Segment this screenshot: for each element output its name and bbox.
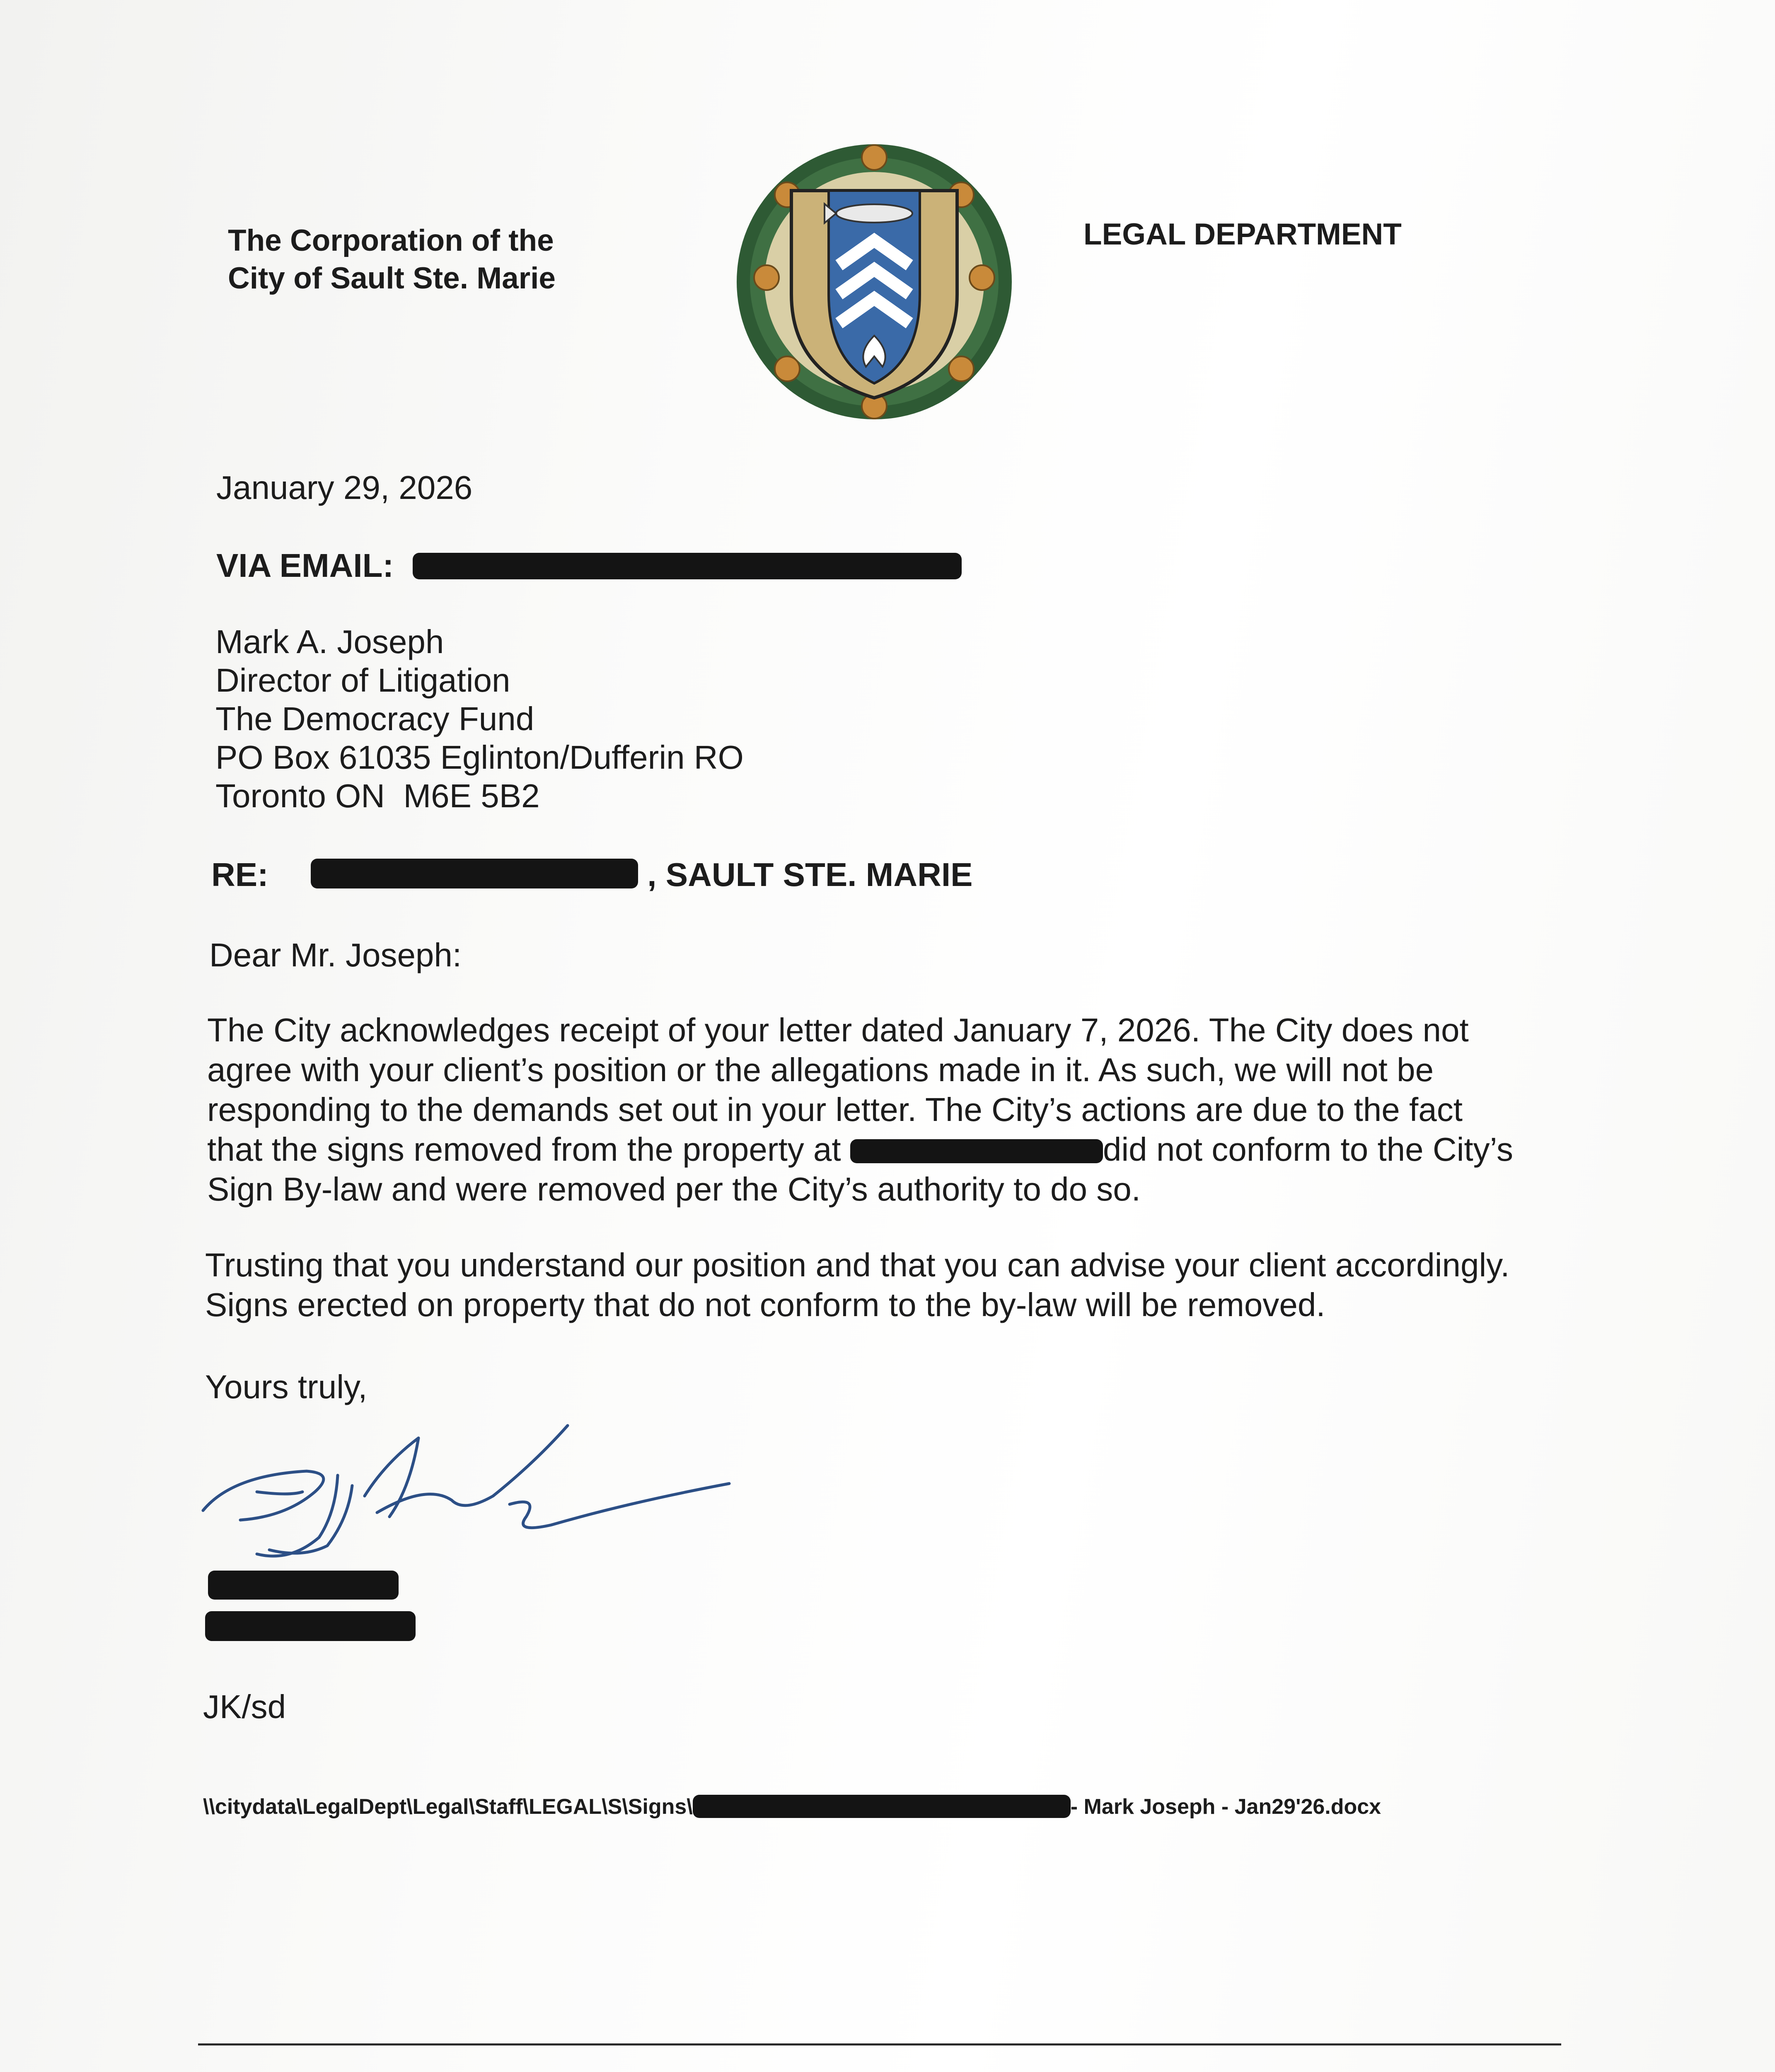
body-paragraph-2 [205, 1245, 1510, 1325]
file-path-suffix: - Mark Joseph - Jan29'26.docx [1070, 1795, 1381, 1819]
paragraph-1-line-1: The City acknowledges receipt of your letter dated January 7, 2026. The City does not [207, 1012, 1469, 1048]
corporation-name [228, 222, 556, 297]
department-name: LEGAL DEPARTMENT [1083, 218, 1402, 251]
paragraph-1-line-4-start: that the signs removed from the property at [207, 1131, 850, 1168]
re-city: , SAULT STE. MARIE [647, 856, 973, 893]
re-line [211, 855, 972, 894]
paragraph-2-line-2: Signs erected on property that do not conform to the by-law will be removed. [205, 1286, 1325, 1323]
paragraph-1-line-4-end: did not conform to the City’s [1103, 1131, 1513, 1168]
via-email-line [216, 546, 962, 585]
corporation-line-2: City of Sault Ste. Marie [228, 261, 556, 295]
body-paragraph-1 [207, 1010, 1513, 1209]
handwritten-signature [195, 1413, 746, 1562]
paragraph-1-line-2: agree with your client’s position or the allegations made in it. As such, we will not be [207, 1051, 1434, 1088]
file-path-line [203, 1794, 1381, 1819]
reference-initials: JK/sd [203, 1688, 286, 1725]
recipient-address-line-1: PO Box 61035 Eglinton/Dufferin RO [215, 739, 744, 776]
closing: Yours truly, [205, 1368, 368, 1405]
redacted-file-name [693, 1795, 1071, 1818]
file-path-prefix: \\citydata\LegalDept\Legal\Staff\LEGAL\S\Signs\ [203, 1795, 693, 1819]
redacted-signatory-name [208, 1571, 399, 1600]
recipient-name: Mark A. Joseph [215, 623, 444, 660]
re-label: RE: [211, 856, 268, 893]
redacted-property-inline [850, 1139, 1103, 1163]
via-email-label: VIA EMAIL: [216, 547, 394, 584]
recipient-organization: The Democracy Fund [215, 700, 534, 737]
paragraph-1-line-4 [207, 1130, 1513, 1169]
recipient-address-block [215, 622, 744, 815]
recipient-address-line-2: Toronto ON M6E 5B2 [215, 777, 540, 814]
recipient-title: Director of Litigation [215, 662, 510, 699]
paragraph-1-line-5: Sign By-law and were removed per the City’s authority to do so. [207, 1171, 1141, 1208]
redacted-email [413, 553, 962, 579]
paragraph-2-line-1: Trusting that you understand our position and that you can advise your client accordingly. [205, 1247, 1510, 1283]
city-seal-icon [733, 141, 1015, 423]
redacted-signatory-title [205, 1611, 416, 1641]
corporation-line-1: The Corporation of the [228, 224, 554, 257]
redacted-property-address [311, 859, 638, 888]
footer-divider [198, 2043, 1561, 2045]
paragraph-1-line-3: responding to the demands set out in your letter. The City’s actions are due to the fact [207, 1091, 1463, 1128]
letter-date: January 29, 2026 [216, 469, 473, 506]
salutation: Dear Mr. Joseph: [209, 937, 462, 973]
